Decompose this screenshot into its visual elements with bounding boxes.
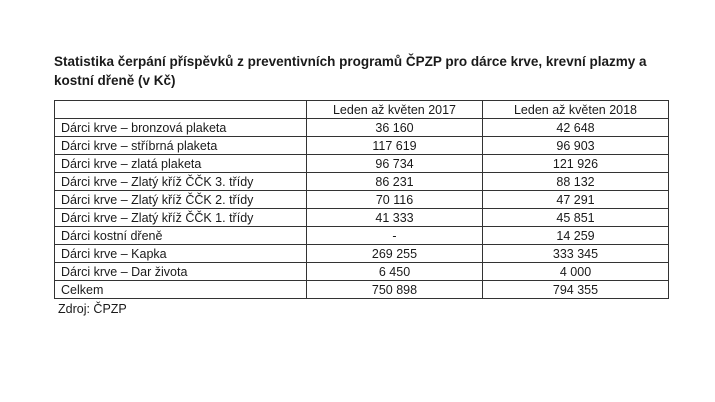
value-2017-cell: 86 231	[307, 173, 483, 191]
value-2017-cell: 41 333	[307, 209, 483, 227]
table-row	[55, 281, 669, 299]
table-row	[55, 263, 669, 281]
header-cell-2017: Leden až květen 2017	[307, 101, 483, 119]
value-2017-cell: 36 160	[307, 119, 483, 137]
document	[54, 52, 668, 316]
row-label-cell: Dárci krve – zlatá plaketa	[55, 155, 307, 173]
value-2018-cell: 14 259	[483, 227, 669, 245]
value-2018-cell: 121 926	[483, 155, 669, 173]
value-2018-cell: 42 648	[483, 119, 669, 137]
row-label-cell: Dárci krve – Dar života	[55, 263, 307, 281]
row-label-cell: Dárci krve – Zlatý kříž ČČK 1. třídy	[55, 209, 307, 227]
value-2017-cell: 117 619	[307, 137, 483, 155]
row-label-cell: Celkem	[55, 281, 307, 299]
header-cell-label	[55, 101, 307, 119]
source-note: Zdroj: ČPZP	[58, 302, 127, 316]
table-row	[55, 119, 669, 137]
value-2018-cell: 96 903	[483, 137, 669, 155]
row-label-cell: Dárci krve – Kapka	[55, 245, 307, 263]
value-2017-cell: 96 734	[307, 155, 483, 173]
table-row	[55, 209, 669, 227]
value-2018-cell: 794 355	[483, 281, 669, 299]
value-2018-cell: 45 851	[483, 209, 669, 227]
table-row	[55, 155, 669, 173]
row-label-cell: Dárci krve – bronzová plaketa	[55, 119, 307, 137]
value-2017-cell: -	[307, 227, 483, 245]
row-label-cell: Dárci krve – Zlatý kříž ČČK 3. třídy	[55, 173, 307, 191]
value-2018-cell: 333 345	[483, 245, 669, 263]
table-row	[55, 137, 669, 155]
value-2017-cell: 269 255	[307, 245, 483, 263]
statistics-table	[54, 100, 669, 299]
value-2017-cell: 750 898	[307, 281, 483, 299]
value-2017-cell: 70 116	[307, 191, 483, 209]
value-2018-cell: 88 132	[483, 173, 669, 191]
value-2017-cell: 6 450	[307, 263, 483, 281]
table-row	[55, 245, 669, 263]
table-header-row	[55, 101, 669, 119]
document-title: Statistika čerpání příspěvků z preventivních programů ČPZP pro dárce krve, krevní plazmy a kostní dřeně (v Kč)	[54, 54, 647, 88]
row-label-cell: Dárci krve – stříbrná plaketa	[55, 137, 307, 155]
row-label-cell: Dárci krve – Zlatý kříž ČČK 2. třídy	[55, 191, 307, 209]
header-cell-2018: Leden až květen 2018	[483, 101, 669, 119]
value-2018-cell: 4 000	[483, 263, 669, 281]
table-row	[55, 173, 669, 191]
row-label-cell: Dárci kostní dřeně	[55, 227, 307, 245]
table-row	[55, 227, 669, 245]
value-2018-cell: 47 291	[483, 191, 669, 209]
table-row	[55, 191, 669, 209]
